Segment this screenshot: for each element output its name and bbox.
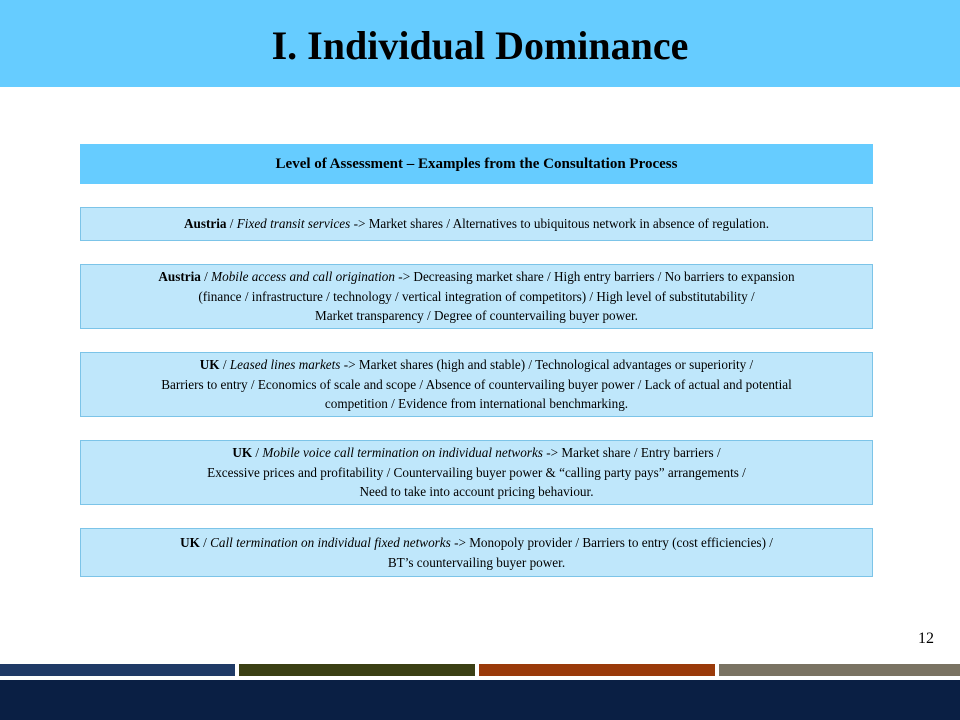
footer-stripe	[0, 664, 235, 676]
section-header: Level of Assessment – Examples from the Consultation Process	[80, 144, 873, 184]
card-line: Market transparency / Degree of countervailing buyer power.	[315, 308, 638, 324]
card-market: Fixed transit services	[236, 216, 351, 232]
footer-stripe	[719, 664, 960, 676]
slide-title: I. Individual Dominance	[271, 23, 689, 68]
card-market: Call termination on individual fixed networks	[210, 535, 451, 550]
card-country: UK	[180, 535, 200, 550]
card-separator: /	[252, 445, 263, 461]
card-line: BT’s countervailing buyer power.	[387, 554, 566, 570]
card-text: -> Decreasing market share / High entry barriers / No barriers to expansion	[395, 269, 795, 285]
card-line: (finance / infrastructure / technology / vertical integration of competitors) / High level of substitutability /	[198, 288, 755, 304]
assessment-card-austria-mobile	[80, 264, 873, 329]
assessment-card-austria-transit	[80, 207, 873, 241]
card-line	[89, 443, 864, 463]
assessment-card-uk-fixed-termination	[80, 528, 873, 577]
card-line	[89, 214, 864, 234]
card-line: Excessive prices and profitability / Countervailing buyer power & “calling party pays” arrangements /	[207, 464, 746, 480]
card-line	[89, 355, 864, 375]
card-country: UK	[232, 445, 253, 461]
card-separator: /	[200, 269, 212, 285]
card-country: Austria	[158, 269, 201, 285]
card-line: Barriers to entry / Economics of scale and scope / Absence of countervailing buyer power / Lack of actual and potential	[161, 376, 792, 392]
card-market: Leased lines markets	[229, 357, 341, 373]
card-text: -> Monopoly provider / Barriers to entry (cost efficiencies) /	[450, 535, 773, 550]
assessment-card-uk-mobile-termination	[80, 440, 873, 505]
card-line	[89, 533, 864, 553]
card-separator: /	[199, 535, 211, 550]
card-text: -> Market shares (high and stable) / Technological advantages or superiority /	[340, 357, 754, 373]
card-market: Mobile voice call termination on individual networks	[262, 445, 543, 461]
footer-stripe	[479, 664, 715, 676]
footer-stripes	[0, 664, 960, 676]
footer-stripe	[239, 664, 475, 676]
card-text: -> Market shares / Alternatives to ubiquitous network in absence of regulation.	[350, 216, 769, 232]
card-country: Austria	[183, 216, 227, 232]
assessment-card-uk-leased-lines	[80, 352, 873, 417]
footer-bar	[0, 680, 960, 720]
card-line	[89, 267, 864, 287]
card-separator: /	[226, 216, 237, 232]
card-market: Mobile access and call origination	[211, 269, 395, 285]
card-line: Need to take into account pricing behaviour.	[359, 484, 594, 500]
card-separator: /	[219, 357, 230, 373]
page-number: 12	[918, 630, 934, 647]
card-country: UK	[199, 357, 220, 373]
card-text: -> Market share / Entry barriers /	[542, 445, 721, 461]
card-line: competition / Evidence from international benchmarking.	[324, 396, 629, 412]
